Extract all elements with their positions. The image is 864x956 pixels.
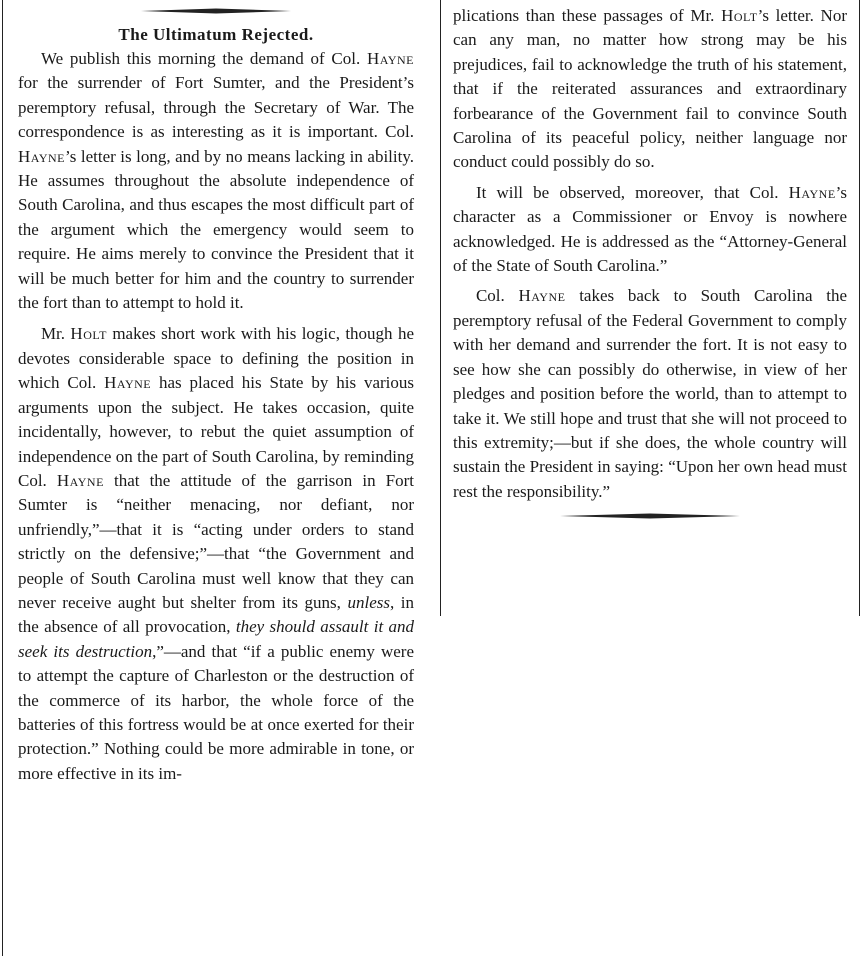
name-small-caps: Holt <box>70 324 107 344</box>
name-small-caps: Hayne <box>104 373 152 393</box>
column-rule-middle <box>440 0 441 616</box>
name-small-caps: Hayne <box>788 182 836 202</box>
paragraph-4: Col. Hayne takes back to South Carolina the peremptory refusal of the Federal Government to comply with her demand and surrender the fort. It is not easy to see how she can possibly do otherwise, in view of her pledges and position before the world, than to attempt to take it. We still hope and trust that she will not proceed to this extremity;—but if she does, the whole country will sustain the President in saying: “Upon her own head must rest the responsibility.” <box>453 286 847 501</box>
end-ornament-rule <box>560 513 740 519</box>
paragraph-3: It will be observed, moreover, that Col. Hayne’s character as a Commissioner or Envoy is nowhere acknowledged. He is addressed as the “Attorney-General of the State of South Carolina.” <box>453 182 847 276</box>
name-small-caps: Hayne <box>56 470 104 490</box>
column-rule-right <box>859 0 860 616</box>
name-small-caps: Hayne <box>366 49 414 68</box>
article-column-right <box>453 4 847 519</box>
article-column-left <box>18 0 414 786</box>
name-small-caps: Hayne <box>18 146 66 166</box>
top-ornament-rule <box>141 8 291 14</box>
name-small-caps: Hayne <box>518 286 566 306</box>
italic-emphasis: unless <box>347 592 390 612</box>
column-rule-left <box>2 0 3 956</box>
headline: The Ultimatum Rejected. <box>118 25 314 44</box>
italic-emphasis: they should assault it and seek its destruction <box>18 617 415 661</box>
paragraph-2: Mr. Holt makes short work with his logic, though he devotes considerable space to defining the position in which Col. Hayne has placed his State by his various arguments upon the subject. He takes occasion, quite incidentally, however, to rebut the quiet assumption of independence on the part of South Carolina, by reminding Col. Hayne that the attitude of the garrison in Fort Sumter is “neither menacing, nor defiant, nor unfriendly,”—that it is “acting under orders to stand strictly on the defensive;”—that “the Government and people of South Carolina must well know that they can never receive aught but shelter from its guns, unless, in the absence of all provocation, they should assault it and seek its destruction,”—and that “if a public enemy were to attempt the capture of Charleston or the destruction of the commerce of its harbor, the whole force of the batteries of this fortress would be at once exerted for their protection.” Nothing could be more admirable in tone, or more effective in its im- <box>18 324 415 783</box>
paragraph-1: We publish this morning the demand of Col. Hayne for the surrender of Fort Sumter, and the President’s peremptory refusal, through the Secretary of War. The correspondence is as interesting as it is important. Col. Hayne’s letter is long, and by no means lacking in ability. He assumes throughout the absolute independence of South Carolina, and thus escapes the most difficult part of the argument which the emergency would seem to require. He aims merely to convince the President that it will be much better for him and the country to surrender the fort than to attempt to hold it. <box>18 49 414 313</box>
name-small-caps: Holt <box>721 6 758 25</box>
paragraph-2-continued: plications than these passages of Mr. Holt’s letter. Nor can any man, no matter how strong may be his prejudices, fail to acknowledge the truth of his statement, that if the reiterated assurances and extraordinary forbearance of the Government fail to convince South Carolina of its peaceful policy, neither language nor conduct could possibly do so. <box>453 6 847 172</box>
